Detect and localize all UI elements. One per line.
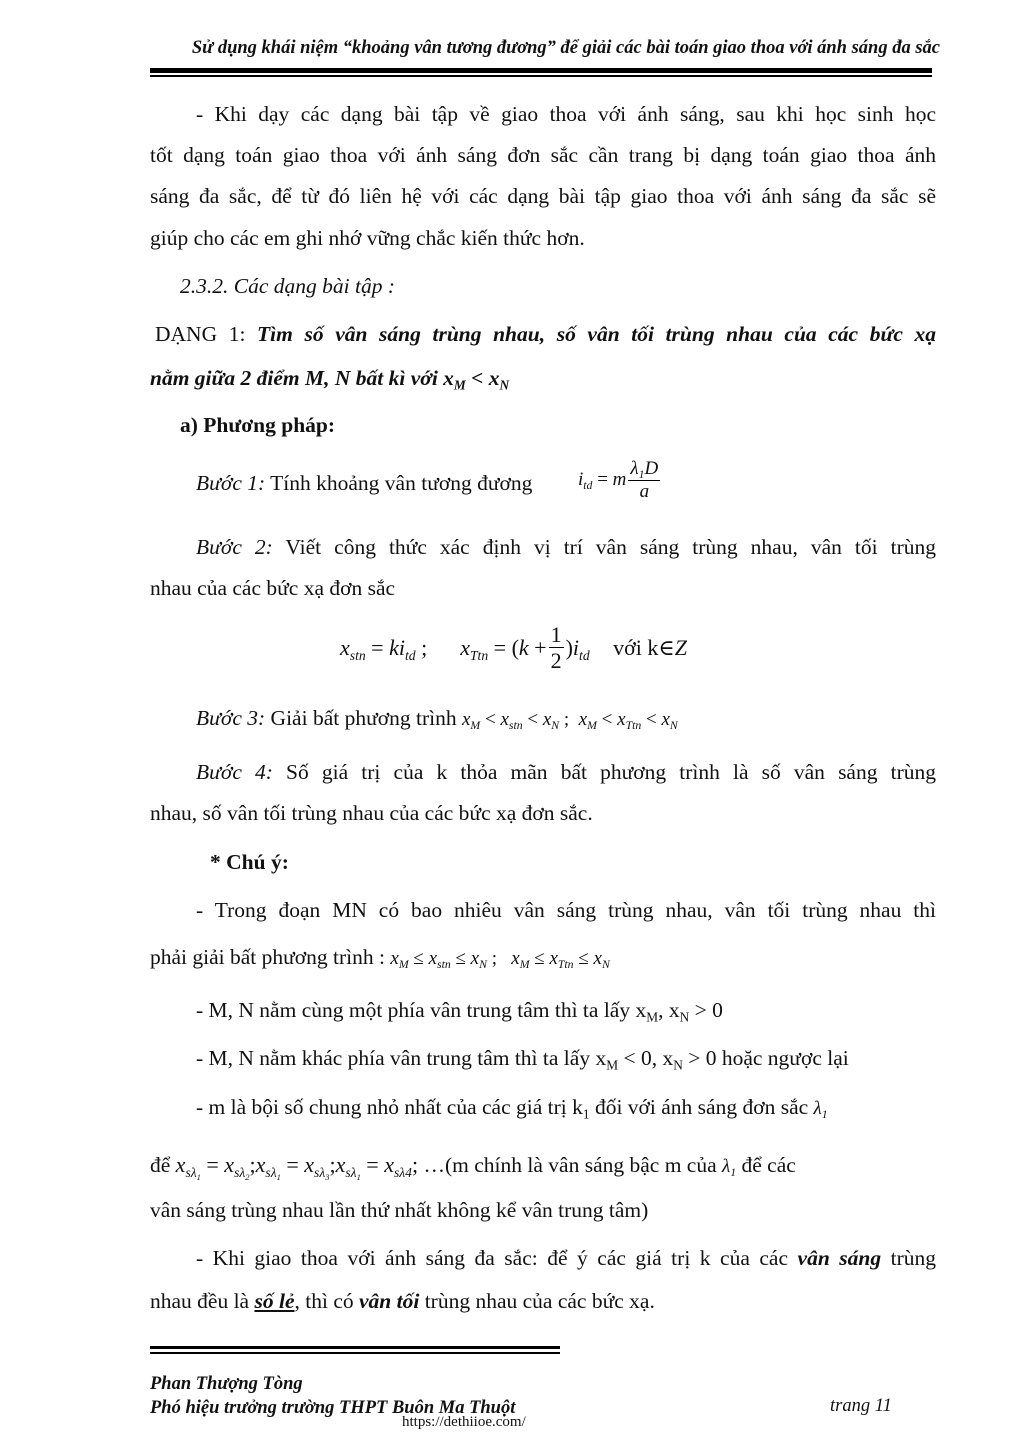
note-4-post: đối với ánh sáng đơn sắc [589, 1095, 814, 1119]
step3-label: Bước 3: [196, 706, 266, 730]
note-4-sub: 1 [582, 1106, 590, 1122]
note-2 [196, 990, 723, 1030]
note-2-sub-m: M [646, 1009, 659, 1025]
note-heading: * Chú ý: [210, 850, 289, 874]
step4-line-1 [196, 752, 936, 792]
note-1-line-2 [150, 937, 610, 979]
note-3-text: - M, N nằm khác phía vân trung tâm thì ta lấy x [196, 1046, 607, 1070]
step2-with-k: với k [613, 634, 659, 660]
step1-text: Tính khoảng vân tương đương [265, 471, 533, 495]
note-5-dark-fringe: vân tối [359, 1289, 420, 1313]
note-5-line-2-mid: , thì có [294, 1289, 359, 1313]
note-5-line-2-pre: nhau đều là [150, 1289, 255, 1313]
note-5-bright-fringe: vân sáng [797, 1246, 882, 1270]
header-rule-thick [150, 68, 932, 73]
note-1-text: phải giải bất phương trình : [150, 945, 391, 969]
step4-line-2: nhau, số vân tối trùng nhau của các bức xạ đơn sắc. [150, 801, 593, 825]
note-3-mid: < 0, x [618, 1046, 674, 1070]
note-4-line-2-post: để các [736, 1153, 796, 1177]
section-heading: 2.3.2. Các dạng bài tập : [180, 274, 395, 298]
step2-text: Viết công thức xác định vị trí vân sáng trùng nhau, vân tối trùng [272, 535, 936, 559]
note-5-line-2-post: trùng nhau của các bức xạ. [419, 1289, 655, 1313]
footer-role: Phó hiệu trưởng trường THPT Buôn Ma Thuột [150, 1398, 516, 1418]
dang1-sub-m: M [453, 377, 466, 393]
step2-formula: $x_{stn} = ki_{td}$ ; $x_{Ttn} = (k$ + $\frac{1}{2}$ )$i_{td}$ với k∈Z [340, 622, 687, 674]
note-4-line-1 [196, 1087, 828, 1129]
note-4-line-3: vân sáng trùng nhau lần thứ nhất không kể vân trung tâm) [150, 1198, 649, 1222]
dang1-title-line-1 [155, 314, 936, 354]
footer-author: Phan Thượng Tòng [150, 1374, 303, 1394]
note-4-line-2-mid: …(m chính là vân sáng bậc m của [418, 1153, 723, 1177]
step1-label: Bước 1: [196, 471, 266, 495]
note-4-text: - m là bội số chung nhỏ nhất của các giá trị k [196, 1095, 583, 1119]
step4-label: Bước 4: [196, 760, 273, 784]
note-1-line-1: - Trong đoạn MN có bao nhiêu vân sáng trùng nhau, vân tối trùng nhau thì [196, 898, 936, 922]
page-header-title: Sử dụng khái niệm “khoảng vân tương đương” để giải các bài toán giao thoa với ánh sáng đa sắc [191, 38, 940, 58]
page-number: trang 11 [830, 1396, 892, 1416]
note-5-pre: - Khi giao thoa với ánh sáng đa sắc: để ý các giá trị k của các [196, 1246, 798, 1270]
note-5-line-1 [196, 1238, 936, 1278]
header-rule-thin [150, 75, 932, 77]
dang1-title: Tìm số vân sáng trùng nhau, số vân tối trùng nhau của các bức xạ [257, 322, 936, 346]
note-4-line-2-pre: để [150, 1153, 176, 1177]
intro-line-1: - Khi dạy các dạng bài tập về giao thoa với ánh sáng, sau khi học sinh học [196, 102, 936, 126]
note-2-text: - M, N nằm cùng một phía vân trung tâm thì ta lấy x [196, 998, 647, 1022]
dang1-less-than: < x [465, 366, 500, 390]
step3-line [196, 698, 678, 740]
footer-rule-thick [150, 1346, 560, 1349]
note-5-line-2 [150, 1281, 655, 1321]
note-5-odd-number: số lẻ [254, 1289, 295, 1313]
note-5-post: trùng [881, 1246, 936, 1270]
dang1-label: DẠNG 1: [155, 322, 258, 346]
step1-formula: $i_{td} = m$ $\frac{\lambda_1D}{a}$ [578, 458, 659, 502]
note-2-sub-n: N [679, 1009, 690, 1025]
note-1-formula: $x_M \le x_{stn} \le x_N$ ; $x_M \le x_{Ttn} \le x_N$ [390, 948, 610, 972]
note-4-line-2 [150, 1145, 936, 1187]
footer-url[interactable]: https://dethiioe.com/ [402, 1414, 526, 1430]
step2-label: Bước 2: [196, 535, 273, 559]
note-2-post: > 0 [689, 998, 723, 1022]
note-4-lambda-2: $\lambda_1$ [722, 1156, 737, 1180]
dang1-sub-n: N [499, 377, 510, 393]
method-heading: a) Phương pháp: [180, 413, 336, 437]
step3-formula: $x_M < x_{stn} < x_N$ ; $x_M < x_{Ttn} < x_N$ [461, 709, 678, 733]
note-4-formula: $x_{s\lambda_1}$ = $x_{s\lambda_2};x_{s\lambda_1}$ = $x_{s\lambda_3};x_{s\lambda_1} = x_{s\lambda 4}$; [175, 1152, 419, 1182]
note-3 [196, 1038, 849, 1078]
step4-text: Số giá trị của k thỏa mãn bất phương trình là số vân sáng trùng [272, 760, 936, 784]
step2-line-2: nhau của các bức xạ đơn sắc [150, 576, 396, 600]
dang1-title-line-2 [150, 358, 509, 398]
note-3-sub-n: N [673, 1057, 683, 1073]
step2-line-1 [196, 527, 936, 567]
note-2-mid: , x [658, 998, 680, 1022]
step1-line [196, 463, 532, 503]
step3-text: Giải bất phương trình [265, 706, 462, 730]
intro-line-4: giúp cho các em ghi nhớ vững chắc kiến thức hơn. [150, 226, 585, 250]
intro-line-3: sáng đa sắc, để từ đó liên hệ với các dạng bài tập giao thoa với ánh sáng đa sắc sẽ [150, 184, 936, 208]
intro-line-2: tốt dạng toán giao thoa với ánh sáng đơn sắc cần trang bị dạng toán giao thoa ánh [150, 143, 936, 167]
note-3-post: > 0 hoặc ngược lại [682, 1046, 849, 1070]
note-3-sub-m: M [606, 1057, 619, 1073]
note-4-lambda: $\lambda_1$ [813, 1098, 828, 1122]
footer-rule-thin [150, 1352, 560, 1354]
dang1-title-line-2-text: nằm giữa 2 điểm M, N bất kì với x [150, 366, 454, 390]
